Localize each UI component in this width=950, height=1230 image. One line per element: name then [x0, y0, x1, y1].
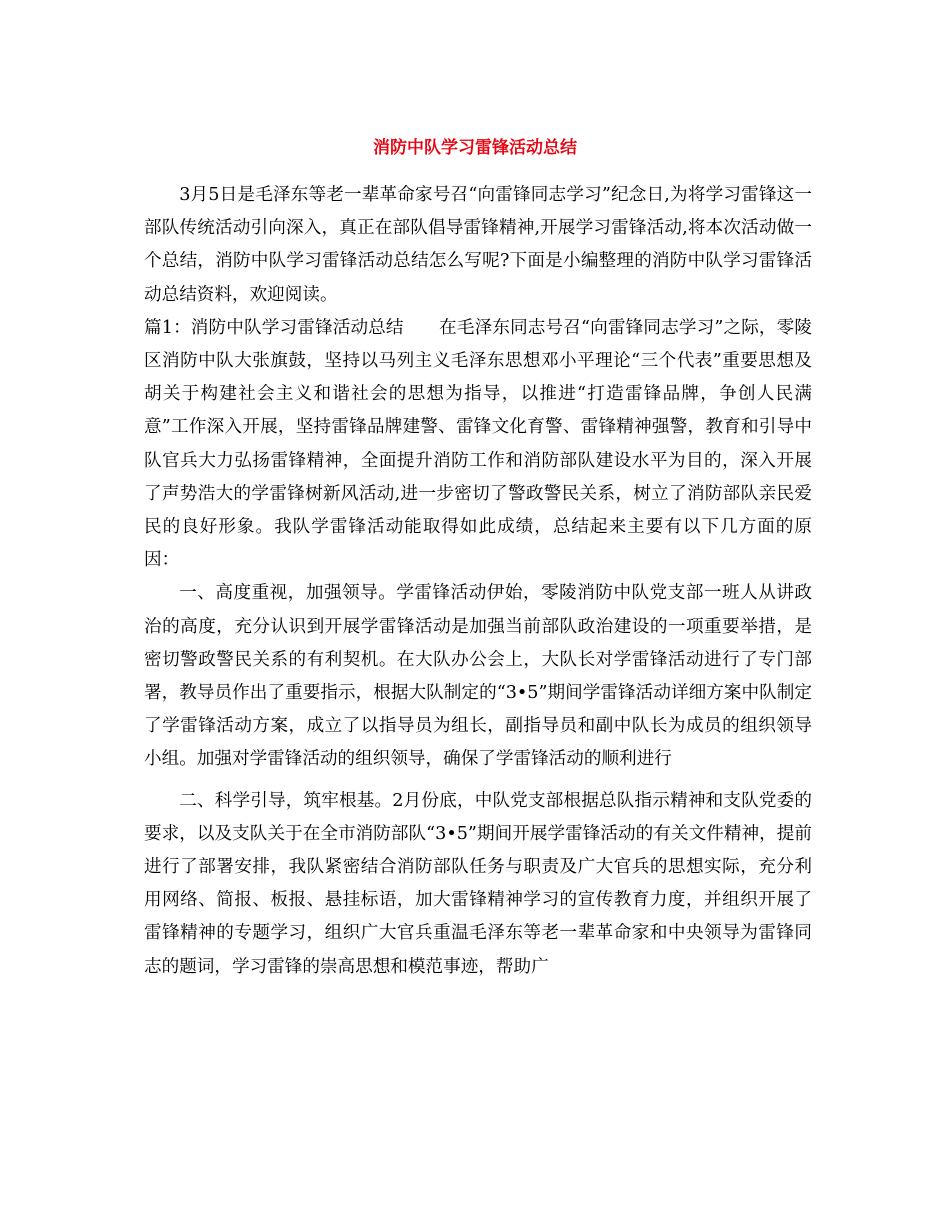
document-title: 消防中队学习雷锋活动总结 — [373, 138, 577, 158]
chapter-1-paragraph: 篇1：消防中队学习雷锋活动总结 在毛泽东同志号召“向雷锋同志学习”之际，零陵区消防中队大张旗鼓，坚持以马列主义毛泽东思想邓小平理论“三个代表”重要思想及胡关于构建社会主义和谐社会的思想为指导，以推进“打造雷锋品牌，争创人民满意”工作深入开展，坚持雷锋品牌建警、雷锋文化育警、雷锋精神强警，教育和引导中队官兵大力弘扬雷锋精神，全面提升消防工作和消防部队建设水平为目的，深入开展了声势浩大的学雷锋树新风活动,进一步密切了警政警民关系，树立了消防部队亲民爱民的良好形象。我队学雷锋活动能取得如此成绩，总结起来主要有以下几方面的原因： — [144, 317, 812, 571]
section-1-paragraph: 一、高度重视，加强领导。学雷锋活动伊始，零陵消防中队党支部一班人从讲政治的高度，充分认识到开展学雷锋活动是加强当前部队政治建设的一项重要举措，是密切警政警民关系的有利契机。在大队办公会上，大队长对学雷锋活动进行了专门部署，教导员作出了重要指示，根据大队制定的“3•5”期间学雷锋活动详细方案中队制定了学雷锋活动方案，成立了以指导员为组长，副指导员和副中队长为成员的组织领导小组。加强对学雷锋活动的组织领导，确保了学雷锋活动的顺利进行 — [144, 583, 812, 770]
intro-paragraph: 3月5日是毛泽东等老一辈革命家号召“向雷锋同志学习”纪念日,为将学习雷锋这一部队传统活动引向深入，真正在部队倡导雷锋精神,开展学习雷锋活动,将本次活动做一个总结，消防中队学习雷锋活动总结怎么写呢?下面是小编整理的消防中队学习雷锋活动总结资料，欢迎阅读。 — [144, 185, 812, 305]
document-body — [144, 179, 812, 984]
section-2-paragraph: 二、科学引导，筑牢根基。2月份底，中队党支部根据总队指示精神和支队党委的要求，以及支队关于在全市消防部队“3•5”期间开展学雷锋活动的有关文件精神，提前进行了部署安排，我队紧密结合消防部队任务与职责及广大官兵的思想实际，充分利用网络、简报、板报、悬挂标语，加大雷锋精神学习的宣传教育力度，并组织开展了雷锋精神的专题学习，组织广大官兵重温毛泽东等老一辈革命家和中央领导为雷锋同志的题词，学习雷锋的崇高思想和模范事迹，帮助广 — [144, 790, 812, 977]
